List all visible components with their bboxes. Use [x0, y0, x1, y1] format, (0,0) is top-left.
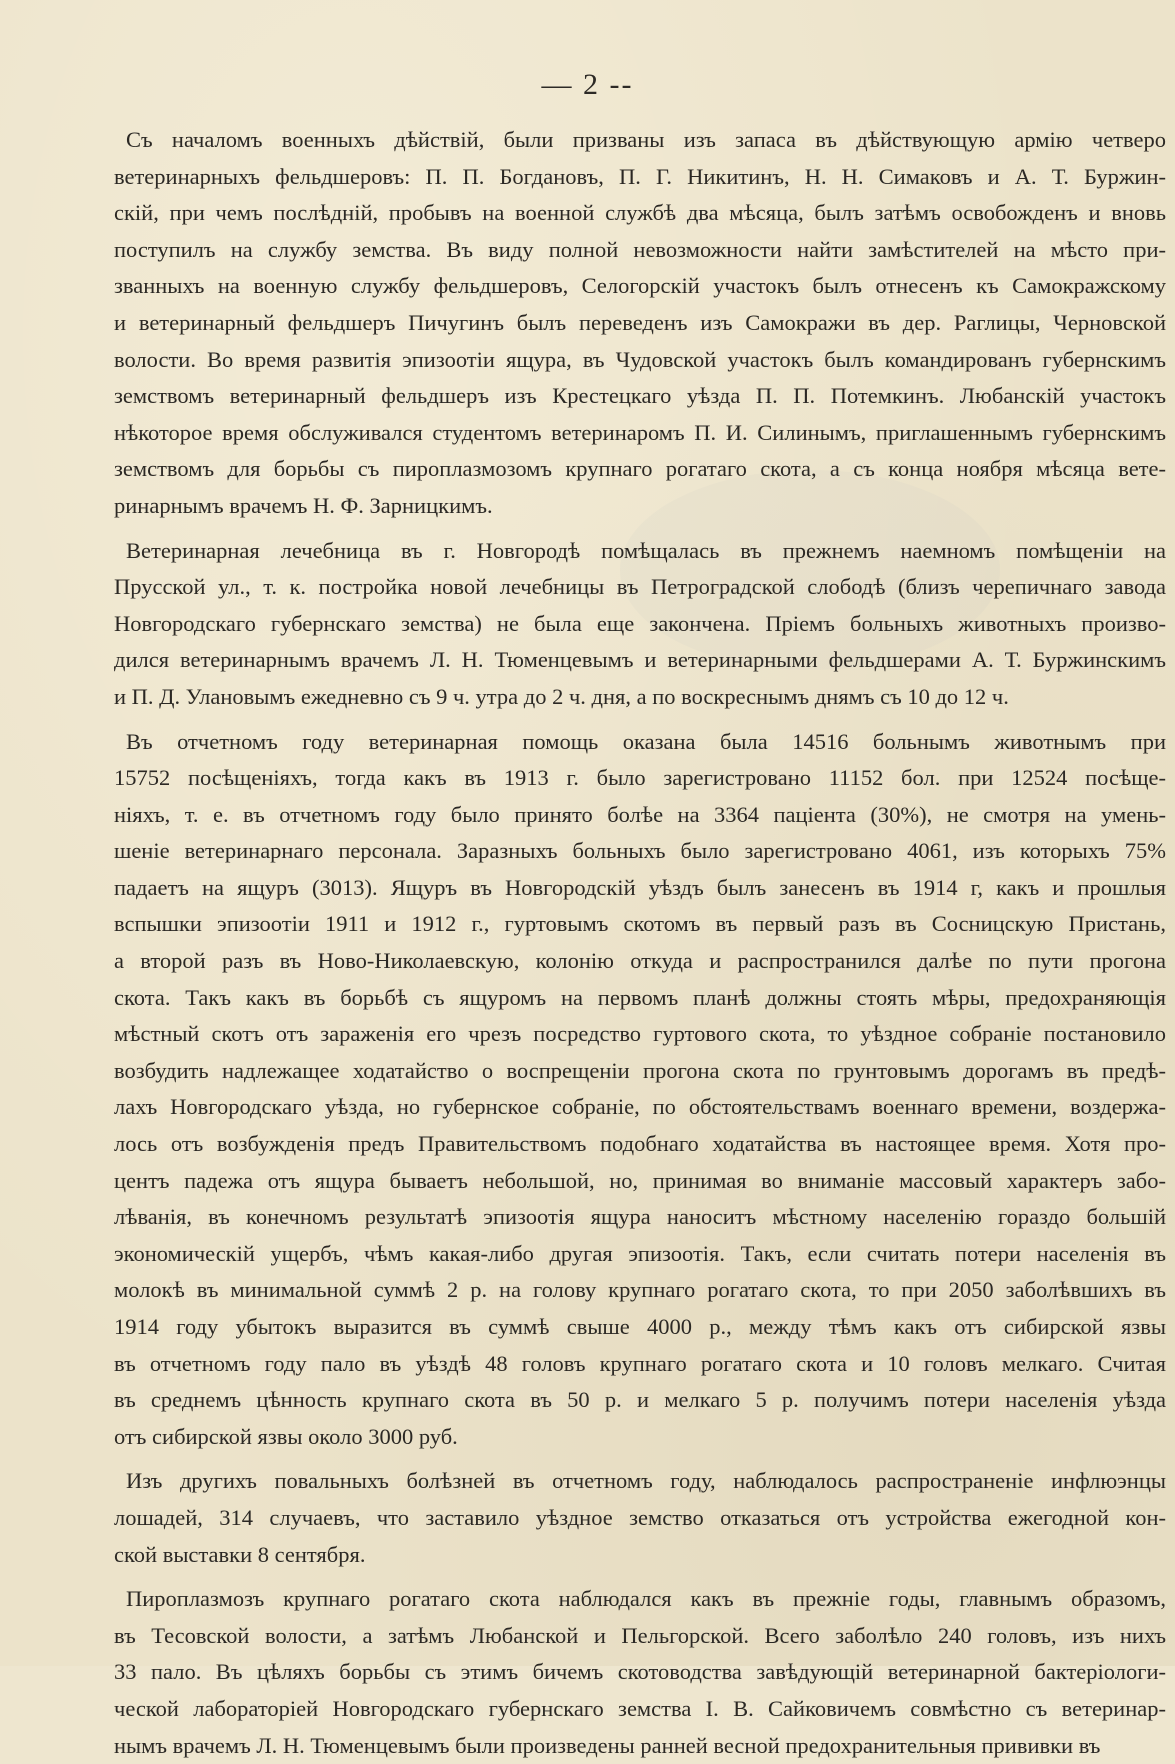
text-line: Ветеринарная лечебница въ г. Новгородѣ помѣщалась въ прежнемъ наемномъ помѣщеніи на	[126, 537, 1166, 563]
text-line: лахъ Новгородскаго уѣзда, но губернское собраніе, по обстоятельствамъ военнаго времени, воздержа-	[114, 1094, 1166, 1120]
text-line: и ветеринарный фельдшеръ Пичугинъ былъ переведенъ изъ Самокражи въ дер. Раглицы, Черновской	[114, 309, 1166, 335]
text-line: вспышки эпизоотіи 1911 и 1912 г., гуртовымъ скотомъ въ первый разъ въ Сосницскую Пристань,	[114, 911, 1166, 937]
text-line: нѣкоторое время обслуживался студентомъ ветеринаромъ П. И. Силинымъ, приглашеннымъ губернскимъ	[114, 419, 1166, 445]
text-line: лошадей, 314 случаевъ, что заставило уѣздное земство отказаться отъ устройства ежегодной кон-	[114, 1504, 1166, 1530]
text-line: званныхъ на военную службу фельдшеровъ, Селогорскій участокъ былъ отнесенъ къ Самокражскому	[114, 273, 1166, 299]
paragraph-3	[114, 724, 1166, 1456]
text-line: Съ началомъ военныхъ дѣйствій, были призваны изъ запаса въ дѣйствующую армію четверо	[126, 127, 1166, 152]
text-line: Пироплазмозъ крупнаго рогатаго скота наблюдался какъ въ прежніе годы, главнымъ образомъ,	[126, 1586, 1166, 1612]
text-line: Въ отчетномъ году ветеринарная помощь оказана была 14516 больнымъ животнымъ при	[126, 728, 1166, 754]
text-line: въ Тесовской волости, а затѣмъ Любанской и Пельгорской. Всего заболѣло 240 головъ, изъ нихъ	[114, 1622, 1166, 1648]
text-line: возбудить надлежащее ходатайство о воспрещеніи прогона скота по грунтовымъ дорогамъ въ предѣ-	[114, 1057, 1166, 1083]
paragraph-1	[114, 122, 1166, 525]
text-line: шеніе ветеринарнаго персонала. Заразныхъ больныхъ было зарегистровано 4061, изъ которыхъ 75%	[114, 838, 1166, 864]
page-number: — 2 --	[541, 68, 634, 101]
text-line: лось отъ возбужденія предъ Правительствомъ подобнаго ходатайства въ настоящее время. Хотя про-	[114, 1131, 1166, 1157]
text-line: экономическій ущербъ, чѣмъ какая-либо другая эпизоотія. Такъ, если считать потери населенія въ	[114, 1240, 1166, 1266]
text-line: скота. Такъ какъ въ борьбѣ съ ящуромъ на первомъ планѣ должны стоять мѣры, предохраняющія	[114, 984, 1166, 1010]
text-line: ніяхъ, т. е. въ отчетномъ году было принято болѣе на 3364 паціента (30%), не смотря на умень-	[114, 801, 1166, 827]
text-line: ветеринарныхъ фельдшеровъ: П. П. Богдановъ, П. Г. Никитинъ, Н. Н. Симаковъ и А. Т. Буржин-	[114, 163, 1166, 189]
paragraph-2	[114, 533, 1166, 716]
text-line: Прусской ул., т. к. постройка новой лечебницы въ Петроградской слободѣ (близъ черепичнаго завода	[114, 574, 1166, 600]
text-line: волости. Во время развитія эпизоотіи ящура, въ Чудовской участокъ былъ командированъ губернскимъ	[114, 346, 1166, 372]
text-line: Изъ другихъ повальныхъ болѣзней въ отчетномъ году, наблюдалось распространеніе инфлюэнцы	[126, 1468, 1166, 1494]
text-line: въ среднемъ цѣнность крупнаго скота въ 50 р. и мелкаго 5 р. получимъ потери населенія уѣзда	[114, 1387, 1166, 1413]
text-line: ческой лабораторіей Новгородскаго губернскаго земства І. В. Сайковичемъ совмѣстно съ ветеринар-	[114, 1695, 1166, 1721]
text-line: поступилъ на службу земства. Въ виду полной невозможности найти замѣстителей на мѣсто при-	[114, 236, 1166, 262]
text-line: земствомъ ветеринарный фельдшеръ изъ Крестецкаго уѣзда П. П. Потемкинъ. Любанскій участокъ	[114, 383, 1166, 409]
text-line: и П. Д. Улановымъ ежедневно съ 9 ч. утра до 2 ч. дня, а по воскреснымъ днямъ съ 10 до 12 ч.	[114, 683, 1009, 709]
text-line: отъ сибирской язвы около 3000 руб.	[114, 1423, 458, 1449]
text-line: ринарнымъ врачемъ Н. Ф. Зарницкимъ.	[114, 492, 493, 518]
text-line: 33 пало. Въ цѣляхъ борьбы съ этимъ бичемъ скотоводства завѣдующій ветеринарной бактеріологи-	[114, 1659, 1166, 1685]
text-line: земствомъ для борьбы съ пироплазмозомъ крупнаго рогатаго скота, а съ конца ноября мѣсяца вете-	[114, 456, 1166, 482]
text-line: лѣванія, въ конечномъ результатѣ эпизоотія ящура наноситъ мѣстному населенію гораздо большій	[114, 1204, 1166, 1230]
paragraph-5	[114, 1581, 1166, 1764]
text-line: а второй разъ въ Ново-Николаевскую, колонію откуда и распространился далѣе по пути прогона	[114, 948, 1166, 974]
text-line: нымъ врачемъ Л. Н. Тюменцевымъ были произведены ранней весной предохранительныя прививки въ	[114, 1732, 1101, 1758]
text-line: падаетъ на ящуръ (3013). Ящуръ въ Новгородскій уѣздъ былъ занесенъ въ 1914 г, какъ и прошлыя	[114, 874, 1166, 900]
text-line: мѣстный скотъ отъ зараженія его чрезъ посредство гуртового скота, то уѣздное собраніе постановило	[114, 1021, 1166, 1047]
text-line: въ отчетномъ году пало въ уѣздѣ 48 головъ крупнаго рогатаго скота и 10 головъ мелкаго. Считая	[114, 1350, 1166, 1376]
text-line: 1914 году убытокъ выразится въ суммѣ свыше 4000 р., между тѣмъ какъ отъ сибирской язвы	[114, 1314, 1166, 1339]
body-text	[114, 122, 1166, 1764]
text-line: скій, при чемъ послѣдній, пробывъ на военной службѣ два мѣсяца, былъ затѣмъ освобожденъ и вновь	[114, 200, 1166, 226]
text-line: центъ падежа отъ ящура бываетъ небольшой, но, принимая во вниманіе массовый характеръ забо-	[114, 1167, 1166, 1193]
text-line: 15752 посѣщеніяхъ, тогда какъ въ 1913 г. было зарегистровано 11152 бол. при 12524 посѣще-	[114, 765, 1166, 791]
text-line: дился ветеринарнымъ врачемъ Л. Н. Тюменцевымъ и ветеринарными фельдшерами А. Т. Буржинскимъ	[114, 647, 1166, 673]
text-line: ской выставки 8 сентября.	[114, 1541, 366, 1567]
paragraph-4	[114, 1463, 1166, 1573]
text-line: молокѣ въ минимальной суммѣ 2 р. на голову крупнаго рогатаго скота, то при 2050 заболѣвшихъ въ	[114, 1277, 1166, 1303]
text-line: Новгородскаго губернскаго земства) не была еще закончена. Пріемъ больныхъ животныхъ произво-	[114, 610, 1166, 636]
